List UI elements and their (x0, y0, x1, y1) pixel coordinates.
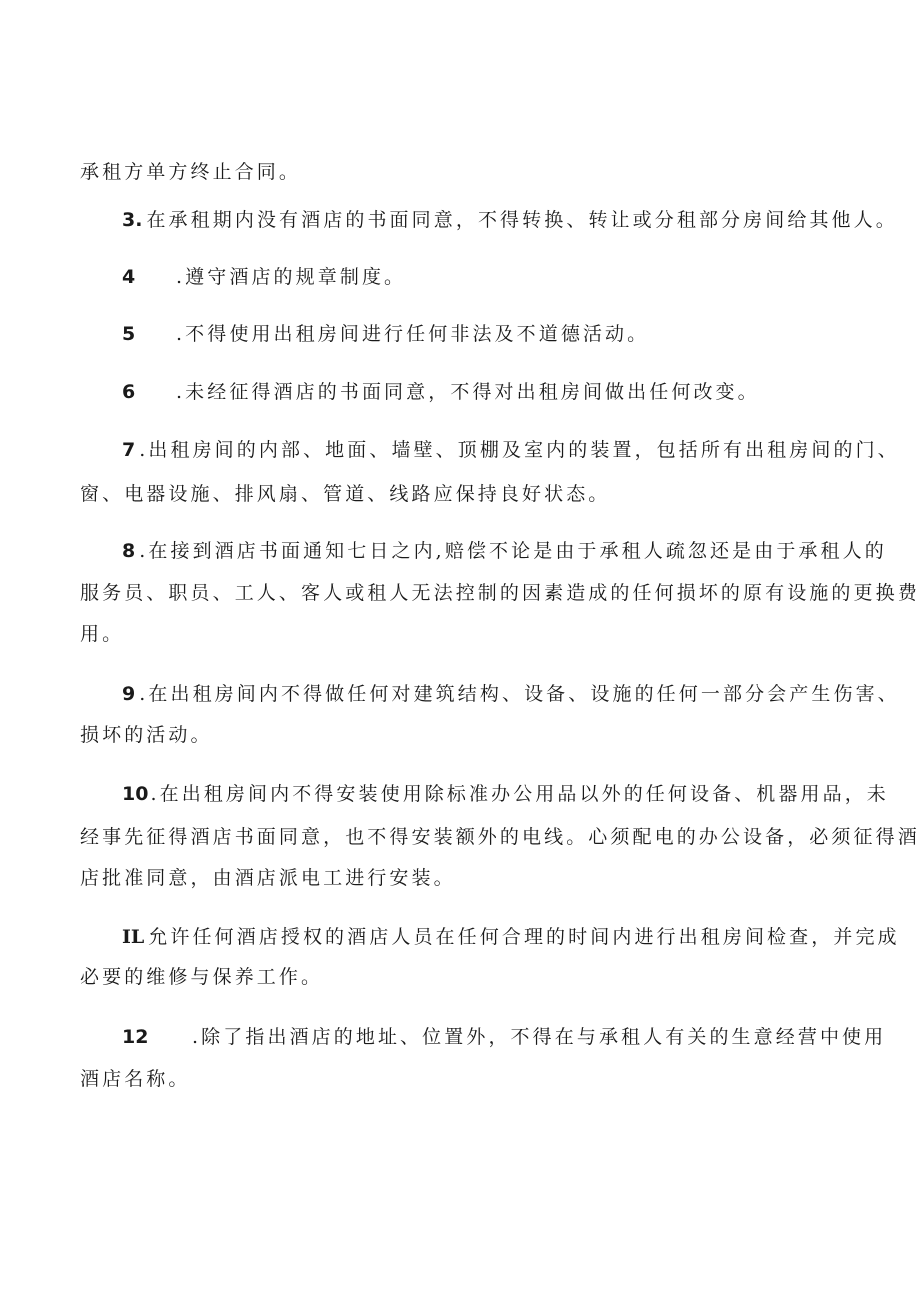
clause-number: IL (122, 926, 145, 948)
clause-number: 6 (122, 381, 136, 403)
clause-text: 允许任何酒店授权的酒店人员在任何合理的时间内进行出租房间检查，并完成 (148, 926, 900, 948)
clause-6 (122, 380, 760, 404)
clause-number: 9 (122, 683, 136, 705)
clause-5 (122, 322, 649, 346)
clause-text: .在接到酒店书面通知七日之内,赔偿不论是由于承租人疏忽还是由于承租人的 (139, 540, 887, 562)
clause-9-line-2: 损坏的活动。 (80, 724, 213, 746)
clause-number: 3. (122, 209, 143, 231)
clause-text: .不得使用出租房间进行任何非法及不道德活动。 (176, 323, 650, 345)
clause-number: 12 (122, 1026, 149, 1048)
clause-10-line-1 (122, 782, 889, 806)
clause-text: 在承租期内没有酒店的书面同意，不得转换、转让或分租部分房间给其他人。 (146, 209, 898, 231)
intro-tail: 承租方单方终止合同。 (80, 161, 302, 183)
clause-7-line-1 (122, 438, 900, 462)
clause-10-line-2: 经事先征得酒店书面同意，也不得安装额外的电线。心须配电的办公设备，必须征得酒 (80, 826, 920, 848)
clause-4 (122, 265, 406, 289)
clause-number: 7 (122, 439, 136, 461)
clause-number: 10 (122, 783, 149, 805)
clause-8-line-2: 服务员、职员、工人、客人或租人无法控制的因素造成的任何损坏的原有设施的更换费 (80, 582, 920, 604)
clause-text: .在出租房间内不得做任何对建筑结构、设备、设施的任何一部分会产生伤害、 (139, 683, 900, 705)
clause-number: 5 (122, 323, 136, 345)
clause-3 (122, 208, 898, 232)
clause-number: 8 (122, 540, 136, 562)
clause-10-line-3: 店批准同意，由酒店派电工进行安装。 (80, 867, 456, 889)
clause-7-line-2: 窗、电器设施、排风扇、管道、线路应保持良好状态。 (80, 483, 611, 505)
clause-text: .遵守酒店的规章制度。 (176, 266, 407, 288)
clause-text: .除了指出酒店的地址、位置外，不得在与承租人有关的生意经营中使用 (192, 1026, 887, 1048)
clause-8-line-3: 用。 (80, 623, 125, 645)
clause-number: 4 (122, 266, 136, 288)
clause-text: .出租房间的内部、地面、墙壁、顶棚及室内的装置，包括所有出租房间的门、 (139, 439, 900, 461)
clause-8-line-1 (122, 539, 887, 563)
clause-text: .在出租房间内不得安装使用除标准办公用品以外的任何设备、机器用品，未 (150, 783, 889, 805)
clause-11-line-2: 必要的维修与保养工作。 (80, 966, 324, 988)
clause-11-line-1 (122, 925, 900, 949)
clause-12-line-2: 酒店名称。 (80, 1068, 191, 1090)
clause-12-line-1 (122, 1025, 886, 1049)
clause-text: .未经征得酒店的书面同意，不得对出租房间做出任何改变。 (176, 381, 760, 403)
clause-9-line-1 (122, 682, 900, 706)
